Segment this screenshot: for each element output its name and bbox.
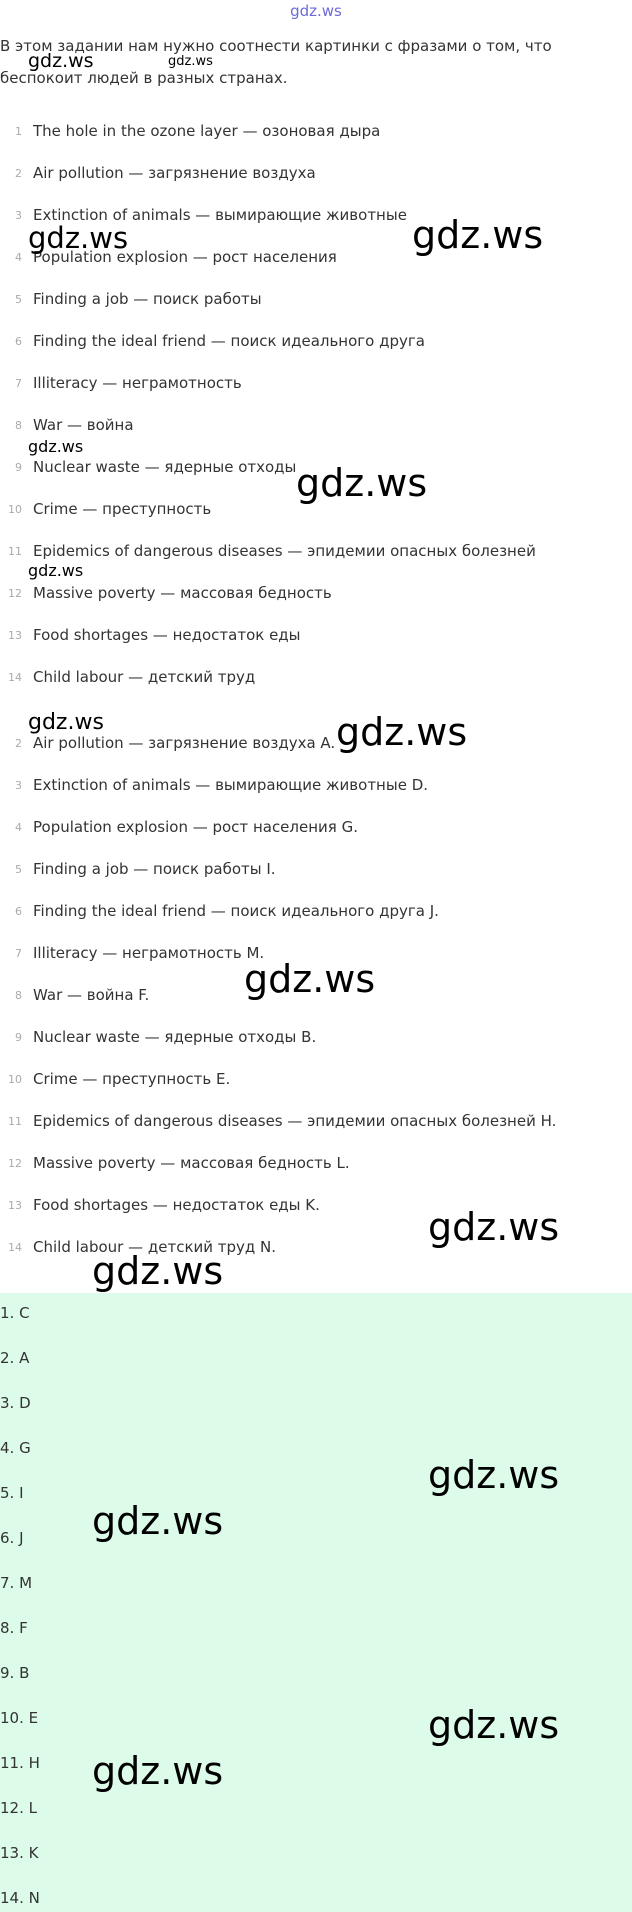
- item-text: Illiteracy — неграмотность M.: [33, 944, 265, 962]
- item-text: The hole in the ozone layer — озоновая дыра: [33, 122, 381, 140]
- list-item: [0, 116, 632, 146]
- item-text: Nuclear waste — ядерные отходы: [33, 458, 297, 476]
- item-text: Air pollution — загрязнение воздуха A.: [33, 734, 336, 752]
- item-text: Air pollution — загрязнение воздуха: [33, 164, 316, 182]
- watermark: gdz.ws: [92, 1249, 224, 1293]
- item-text: Finding a job — поиск работы I.: [33, 860, 276, 878]
- item-text: Epidemics of dangerous diseases — эпидемии опасных болезней H.: [33, 1112, 557, 1130]
- list-item: [0, 536, 632, 566]
- item-number: 7: [15, 376, 22, 390]
- answer-item: 13. K: [0, 1844, 39, 1862]
- answer-item: 12. L: [0, 1799, 37, 1817]
- watermark: gdz.ws: [428, 1205, 560, 1249]
- answer-item: 7. M: [0, 1574, 33, 1592]
- item-number: 10: [8, 502, 22, 516]
- item-text: Massive poverty — массовая бедность L.: [33, 1154, 350, 1172]
- list-item: [0, 284, 632, 314]
- item-text: Finding the ideal friend — поиск идеального друга: [33, 332, 425, 350]
- watermark: gdz.ws: [296, 461, 428, 505]
- answer-item: 8. F: [0, 1619, 28, 1637]
- item-number: 9: [15, 460, 22, 474]
- watermark: gdz.ws: [28, 710, 104, 735]
- item-number: 12: [8, 586, 22, 600]
- list-item: [0, 158, 632, 188]
- watermark: gdz.ws: [92, 1499, 224, 1543]
- list-item: [0, 1106, 632, 1136]
- list-item: [0, 770, 632, 800]
- item-text: Food shortages — недостаток еды: [33, 626, 301, 644]
- watermark: gdz.ws: [412, 213, 544, 257]
- item-number: 5: [15, 862, 22, 876]
- list-item: [0, 578, 632, 608]
- item-number: 13: [8, 628, 22, 642]
- item-number: 4: [15, 820, 22, 834]
- item-text: Population explosion — рост населения G.: [33, 818, 358, 836]
- watermark: gdz.ws: [28, 221, 129, 255]
- item-text: Nuclear waste — ядерные отходы B.: [33, 1028, 317, 1046]
- item-number: 11: [8, 1114, 22, 1128]
- item-number: 3: [15, 208, 22, 222]
- watermark: gdz.ws: [244, 957, 376, 1001]
- item-text: Finding the ideal friend — поиск идеального друга J.: [33, 902, 439, 920]
- item-text: Child labour — детский труд N.: [33, 1238, 277, 1256]
- answer-item: 14. N: [0, 1889, 40, 1907]
- answer-item: 1. C: [0, 1304, 30, 1322]
- item-number: 3: [15, 778, 22, 792]
- item-number: 6: [15, 334, 22, 348]
- list-item: [0, 896, 632, 926]
- answer-item: 4. G: [0, 1439, 31, 1457]
- answer-item: 3. D: [0, 1394, 31, 1412]
- item-number: 5: [15, 292, 22, 306]
- list-item: [0, 662, 632, 692]
- watermark: gdz.ws: [428, 1703, 560, 1747]
- item-number: 2: [15, 736, 22, 750]
- item-text: Crime — преступность: [33, 500, 212, 518]
- item-number: 7: [15, 946, 22, 960]
- item-number: 14: [8, 670, 22, 684]
- list-item: [0, 368, 632, 398]
- answer-item: 9. B: [0, 1664, 30, 1682]
- answer-item: 10. E: [0, 1709, 39, 1727]
- header-logo[interactable]: gdz.ws: [290, 2, 342, 20]
- list-item: [0, 1022, 632, 1052]
- item-number: 9: [15, 1030, 22, 1044]
- watermark: gdz.ws: [92, 1749, 224, 1793]
- item-number: 13: [8, 1198, 22, 1212]
- item-number: 12: [8, 1156, 22, 1170]
- item-number: 4: [15, 250, 22, 264]
- item-text: Child labour — детский труд: [33, 668, 256, 686]
- item-text: Epidemics of dangerous diseases — эпидемии опасных болезней: [33, 542, 536, 560]
- list-item: [0, 854, 632, 884]
- list-item: [0, 1148, 632, 1178]
- watermark: gdz.ws: [168, 54, 213, 69]
- list-item: [0, 410, 632, 440]
- list-item: [0, 620, 632, 650]
- item-text: Extinction of animals — вымирающие животные: [33, 206, 407, 224]
- watermark: gdz.ws: [428, 1453, 560, 1497]
- answer-item: 6. J: [0, 1529, 24, 1547]
- item-text: Population explosion — рост населения: [33, 248, 337, 266]
- item-text: Crime — преступность E.: [33, 1070, 231, 1088]
- answer-item: 2. A: [0, 1349, 30, 1367]
- answer-item: 5. I: [0, 1484, 24, 1502]
- list-item: [0, 812, 632, 842]
- item-number: 10: [8, 1072, 22, 1086]
- item-text: Finding a job — поиск работы: [33, 290, 262, 308]
- item-number: 8: [15, 988, 22, 1002]
- watermark: gdz.ws: [28, 561, 84, 580]
- item-number: 8: [15, 418, 22, 432]
- item-text: War — война: [33, 416, 134, 434]
- answers-block: [0, 1293, 632, 1912]
- item-text: Illiteracy — неграмотность: [33, 374, 242, 392]
- list-item: [0, 1064, 632, 1094]
- item-text: Food shortages — недостаток еды K.: [33, 1196, 320, 1214]
- item-text: Massive poverty — массовая бедность: [33, 584, 332, 602]
- item-text: Extinction of animals — вымирающие животные D.: [33, 776, 429, 794]
- item-number: 2: [15, 166, 22, 180]
- item-text: War — война F.: [33, 986, 150, 1004]
- watermark: gdz.ws: [336, 710, 468, 754]
- item-number: 14: [8, 1240, 22, 1254]
- watermark: gdz.ws: [28, 50, 94, 72]
- watermark: gdz.ws: [28, 437, 84, 456]
- list-item: [0, 326, 632, 356]
- intro-text: В этом задании нам нужно соотнести картинки с фразами о том, что беспокоит людей в разных странах.: [0, 37, 552, 87]
- answer-item: 11. H: [0, 1754, 40, 1772]
- item-number: 11: [8, 544, 22, 558]
- item-number: 1: [15, 124, 22, 138]
- item-number: 6: [15, 904, 22, 918]
